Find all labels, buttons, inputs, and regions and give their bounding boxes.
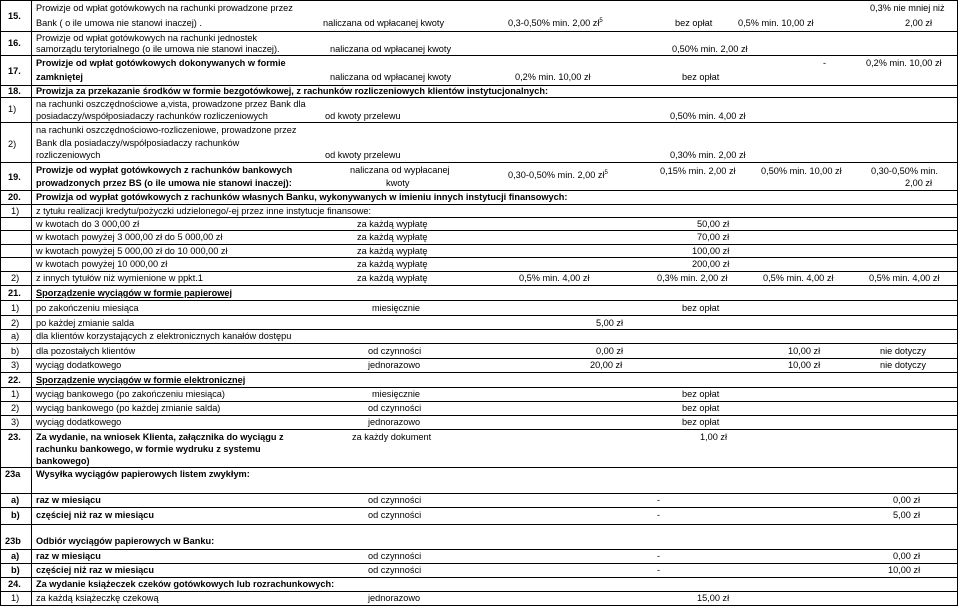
fee-basis: od czynności — [368, 495, 422, 505]
table-row-24-1 — [0, 592, 958, 606]
description: prowadzonych przez BS (o ile umowa nie stanowi inaczej): — [36, 178, 292, 188]
row-number: 2) — [8, 139, 17, 149]
table-row-22 — [0, 373, 958, 388]
description: posiadaczy/współposiadaczy rachunków rozliczeniowych — [36, 111, 268, 121]
description: po zakończeniu miesiąca — [36, 303, 139, 313]
fee-basis: za każdy dokument — [352, 432, 432, 442]
fee-value: 15,00 zł — [697, 593, 730, 603]
fee-value: 0,3-0,50% min. 2,00 zł — [508, 18, 600, 28]
fee-value: 0,30% min. 2,00 zł — [670, 150, 746, 160]
fee-basis: miesięcznie — [372, 389, 420, 399]
fee-basis: kwoty — [386, 178, 410, 188]
section-title: Prowizja od wypłat gotówkowych z rachunków własnych Banku, wykonywanych w imieniu innych instytucji finansowych: — [36, 192, 568, 202]
tier-row — [0, 245, 958, 258]
fee-value: 5,00 zł — [893, 510, 921, 520]
fee-basis: od kwoty przelewu — [325, 111, 401, 121]
fee-value: 0,15% min. 2,00 zł — [660, 166, 736, 176]
fee-basis: za każdą wypłatę — [357, 259, 428, 269]
fee-basis: naliczana od wpłacanej kwoty — [330, 44, 452, 54]
description: dla klientów korzystających z elektronicznych kanałów dostępu — [36, 331, 292, 341]
fee-value: - — [657, 510, 661, 520]
description: Prowizje od wpłat gotówkowych dokonywanych w formie — [36, 58, 286, 68]
fee-basis: jednorazowo — [368, 593, 421, 603]
description: wyciąg bankowego (po każdej zmianie salda) — [36, 403, 221, 413]
fee-value: bez opłat — [682, 303, 720, 313]
fee-value: 0,00 zł — [893, 551, 921, 561]
fee-value: 100,00 zł — [692, 246, 730, 256]
table-row-23a — [0, 468, 958, 494]
table-row-23 — [0, 430, 958, 468]
fee-value: - — [657, 565, 661, 575]
fee-value: nie dotyczy — [880, 360, 926, 370]
row-number: 1) — [11, 593, 20, 603]
table-row-21-b — [0, 344, 958, 359]
description: Bank ( o ile umowa nie stanowi inaczej) . — [36, 18, 202, 28]
description: po każdej zmianie salda — [36, 318, 135, 328]
fee-basis: naliczana od wypłacanej — [350, 165, 450, 175]
section-title: Prowizja za przekazanie środków w formie bezgotówkowej, z rachunków rozliczeniowych klientów instytucjonalnych: — [36, 86, 549, 96]
description: dla pozostałych klientów — [36, 346, 136, 356]
description: wyciąg dodatkowego — [36, 360, 122, 370]
fee-value: - — [657, 495, 661, 505]
fee-value: bez opłat — [675, 18, 713, 28]
tier-label: w kwotach powyżej 10 000,00 zł — [36, 259, 168, 269]
row-number: 23a — [5, 469, 21, 479]
fee-value: 0,50% min. 4,00 zł — [670, 111, 746, 121]
fee-basis: od czynności — [368, 551, 422, 561]
fee-basis: od czynności — [368, 346, 422, 356]
fee-basis: jednorazowo — [368, 360, 421, 370]
description: Prowizje od wpłat gotówkowych na rachunki jednostek — [36, 33, 258, 43]
description: Prowizje od wypłat gotówkowych z rachunków bankowych — [36, 165, 293, 175]
description: wyciąg dodatkowego — [36, 417, 122, 427]
description: rozliczeniowych — [36, 150, 101, 160]
table-row-23b-a — [0, 550, 958, 564]
description: zamkniętej — [36, 72, 83, 82]
row-number: 1) — [8, 104, 17, 114]
fee-value: 0,50% min. 2,00 zł — [672, 44, 748, 54]
fee-value: 200,00 zł — [692, 259, 730, 269]
fee-value: 0,3% nie mniej niż — [870, 3, 945, 13]
fee-value: 20,00 zł — [590, 360, 623, 370]
fee-value: 70,00 zł — [697, 232, 730, 242]
fee-value: 0,00 zł — [596, 346, 624, 356]
fee-basis: naliczana od wpłacanej kwoty — [330, 72, 452, 82]
description: częściej niż raz w miesiącu — [36, 565, 154, 575]
description: raz w miesiącu — [36, 551, 101, 561]
fee-value: nie dotyczy — [880, 346, 926, 356]
table-row-23a-a — [0, 494, 958, 508]
fee-value: 50,00 zł — [697, 219, 730, 229]
fee-basis: od kwoty przelewu — [325, 150, 401, 160]
row-number: 3) — [11, 417, 20, 427]
tier-row — [0, 218, 958, 231]
fee-value: bez opłat — [682, 72, 720, 82]
description: za każdą książeczkę czekową — [36, 593, 159, 603]
table-row-20-1 — [0, 205, 958, 218]
row-number: 17. — [8, 66, 21, 76]
description: z tytułu realizacji kredytu/pożyczki udzielonego/-ej przez inne instytucje finansowe: — [36, 206, 371, 216]
table-row-21 — [0, 286, 958, 301]
row-number: 2) — [11, 273, 20, 283]
fee-value: 1,00 zł — [700, 432, 728, 442]
fee-basis: od czynności — [368, 565, 422, 575]
row-number: 16. — [8, 38, 21, 48]
fee-value: 0,5% min. 4,00 zł — [519, 273, 590, 283]
fee-basis: naliczana od wpłacanej kwoty — [323, 18, 445, 28]
row-number: b) — [11, 346, 20, 356]
fee-value: - — [823, 58, 827, 68]
row-number: 23. — [8, 432, 21, 442]
table-row-17 — [0, 56, 958, 86]
description: Bank dla posiadaczy/współposiadaczy rachunków — [36, 138, 240, 148]
fee-value: bez opłat — [682, 389, 720, 399]
fee-value: 0,3% min. 2,00 zł — [657, 273, 728, 283]
fee-value: 10,00 zł — [788, 346, 821, 356]
fee-value: 5,00 zł — [596, 318, 624, 328]
row-number: 20. — [8, 192, 21, 202]
footnote-mark: 5 — [604, 170, 608, 176]
fee-basis: za każdą wypłatę — [357, 232, 428, 242]
row-number: b) — [11, 510, 20, 520]
description: na rachunki oszczędnościowo-rozliczeniowe, prowadzone przez — [36, 125, 297, 135]
fee-basis: od czynności — [368, 403, 422, 413]
description: z innych tytułów niż wymienione w ppkt.1 — [36, 273, 203, 283]
footnote-mark: 5 — [599, 18, 603, 24]
description: samorządu terytorialnego (o ile umowa nie stanowi inaczej). — [36, 44, 280, 54]
row-number: 1) — [11, 206, 20, 216]
fee-value: - — [657, 551, 661, 561]
fee-value: bez opłat — [682, 403, 720, 413]
row-number: 1) — [11, 389, 20, 399]
table-row-22-3 — [0, 416, 958, 430]
row-number: 21. — [8, 288, 21, 298]
description: na rachunki oszczędnościowe a,vista, prowadzone przez Bank dla — [36, 99, 306, 109]
row-number: 2) — [11, 403, 20, 413]
fee-value: 10,00 zł — [788, 360, 821, 370]
tier-label: w kwotach do 3 000,00 zł — [36, 219, 140, 229]
table-row-23a-b — [0, 508, 958, 525]
row-number: 15. — [8, 11, 21, 21]
table-row-22-2 — [0, 402, 958, 416]
fee-value: 10,00 zł — [888, 565, 921, 575]
row-number: a) — [11, 331, 20, 341]
fee-value: 0,2% min. 10,00 zł — [866, 58, 942, 68]
fee-basis: miesięcznie — [372, 303, 420, 313]
section-title: Wysyłka wyciągów papierowych listem zwykłym: — [36, 469, 250, 479]
fee-value: 0,5% min. 4,00 zł — [763, 273, 834, 283]
section-title: Za wydanie książeczek czeków gotówkowych lub rozrachunkowych: — [36, 579, 335, 589]
table-row-23b-b — [0, 564, 958, 578]
row-number: 19. — [8, 172, 21, 182]
row-number: 22. — [8, 375, 21, 385]
table-row-22-1 — [0, 388, 958, 402]
table-row-21-2 — [0, 316, 958, 330]
row-number: a) — [11, 495, 20, 505]
description: częściej niż raz w miesiącu — [36, 510, 154, 520]
fee-basis: od czynności — [368, 510, 422, 520]
fee-value: 2,00 zł — [905, 178, 933, 188]
table-row-21-3 — [0, 359, 958, 373]
description: wyciąg bankowego (po zakończeniu miesiąca) — [36, 389, 225, 399]
tier-row — [0, 231, 958, 245]
fee-value: 0,50% min. 10,00 zł — [761, 166, 842, 176]
fee-basis: jednorazowo — [368, 417, 421, 427]
table-row-21-1 — [0, 301, 958, 316]
table-row-21-a — [0, 330, 958, 344]
table-row-18-1 — [0, 98, 958, 123]
description: rachunku bankowego, w formie wydruku z systemu — [36, 444, 261, 454]
row-number: 18. — [8, 86, 21, 96]
table-row-20 — [0, 191, 958, 205]
section-title: Sporządzenie wyciągów w formie elektronicznej — [36, 375, 246, 385]
row-number: 3) — [11, 360, 20, 370]
tier-label: w kwotach powyżej 5 000,00 zł do 10 000,00 zł — [36, 246, 228, 256]
table-row-20-2 — [0, 272, 958, 286]
fee-basis: za każdą wypłatę — [357, 219, 428, 229]
fee-value: 0,5% min. 10,00 zł — [738, 18, 814, 28]
description: Prowizje od wpłat gotówkowych na rachunki prowadzone przez — [36, 3, 293, 13]
section-title: Sporządzenie wyciągów w formie papierowej — [36, 288, 233, 298]
fee-value: 2,00 zł — [905, 18, 933, 28]
fee-value: bez opłat — [682, 417, 720, 427]
description: bankowego) — [36, 456, 90, 466]
fee-value: 0,00 zł — [893, 495, 921, 505]
fee-value: 0,30-0,50% min. — [871, 166, 938, 176]
row-number: 24. — [8, 579, 21, 589]
table-row-16 — [0, 32, 958, 56]
fee-basis: za każdą wypłatę — [357, 273, 428, 283]
fee-basis: za każdą wypłatę — [357, 246, 428, 256]
row-number: 1) — [11, 303, 20, 313]
row-number: a) — [11, 551, 20, 561]
fee-value: 0,2% min. 10,00 zł — [515, 72, 591, 82]
table-row-18 — [0, 86, 958, 98]
section-title: Odbiór wyciągów papierowych w Banku: — [36, 536, 215, 546]
row-number: 2) — [11, 318, 20, 328]
table-row-24 — [0, 578, 958, 592]
table-row-19 — [0, 163, 958, 191]
table-row-23b — [0, 525, 958, 550]
fee-value: 0,5% min. 4,00 zł — [869, 273, 940, 283]
table-row-18-2 — [0, 123, 958, 163]
description: raz w miesiącu — [36, 495, 101, 505]
tier-label: w kwotach powyżej 3 000,00 zł do 5 000,00 zł — [36, 232, 223, 242]
table-row-15 — [0, 0, 958, 32]
row-number: b) — [11, 565, 20, 575]
tier-row — [0, 258, 958, 272]
row-number: 23b — [5, 536, 21, 546]
description: Za wydanie, na wniosek Klienta, załącznika do wyciągu z — [36, 432, 284, 442]
fee-value: 0,30-0,50% min. 2,00 zł — [508, 170, 605, 180]
